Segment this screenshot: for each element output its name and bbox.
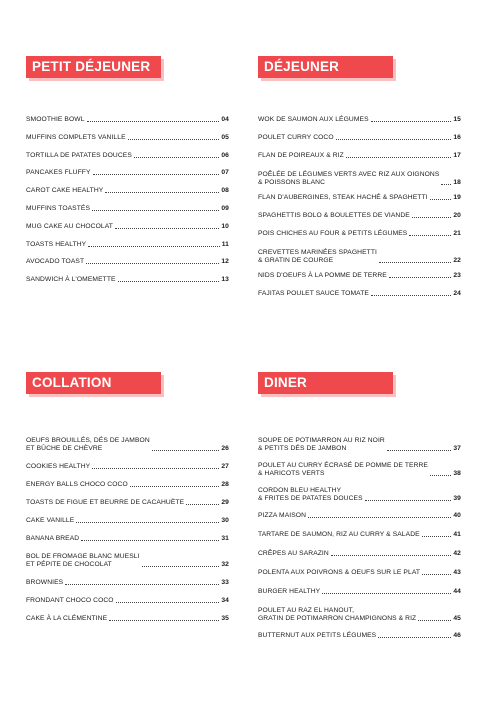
section-title: DINER	[258, 372, 393, 394]
toc-entry-page: 18	[453, 178, 461, 186]
toc-entry-title: NIDS D'OEUFS À LA POMME DE TERRE	[258, 272, 387, 279]
toc-entry-title: CAROT CAKE HEALTHY	[26, 187, 104, 195]
toc-entry-title: FLAN DE POIREAUX & RIZ	[258, 152, 344, 160]
section-diner	[258, 372, 461, 639]
toc-entry-title: SOUPE DE POTIMARRON AU RIZ NOIR & PETITS DÉS DE JAMBON	[258, 437, 385, 452]
toc-entry-page: 31	[221, 535, 229, 542]
toc-entry	[26, 223, 229, 231]
toc-entry	[26, 205, 229, 213]
toc-entry-title: SPAGHETTIS BOLO & BOULETTES DE VIANDE	[258, 212, 410, 220]
dot-leader	[379, 262, 451, 263]
toc-entry-page: 39	[453, 495, 461, 502]
dot-leader	[128, 139, 220, 140]
toc-entry-title: POULET CURRY COCO	[258, 134, 334, 142]
toc-entry-page: 43	[453, 569, 461, 576]
toc-entry-page: 11	[221, 240, 229, 248]
dot-leader	[412, 217, 452, 218]
toc-entry-title: MUFFINS TOASTÉS	[26, 205, 91, 212]
toc-entry-title: FLAN D'AUBERGINES, STEAK HACHÉ & SPAGHETTI	[258, 194, 428, 201]
dot-leader	[371, 295, 451, 296]
toc-entry-title: CRÊPES AU SARAZIN	[258, 550, 329, 557]
toc-entry-page: 07	[221, 169, 229, 177]
toc-entry	[258, 550, 461, 558]
toc-entry-page: 20	[453, 212, 461, 220]
dot-leader	[109, 620, 219, 621]
toc-entry	[26, 437, 229, 453]
toc-entry-page: 28	[221, 481, 229, 488]
toc-entry-title: CREVETTES MARINÉES SPAGHETTI & GRATIN DE COURGE	[258, 248, 377, 264]
dot-leader	[430, 199, 452, 200]
dot-leader	[86, 263, 219, 264]
toc-entry-title: SMOOTHIE BOWL	[26, 116, 85, 123]
section-dejeuner	[258, 56, 461, 298]
toc-entry-title: COOKIES HEALTHY	[26, 463, 91, 470]
toc-entry-title: TORTILLA DE PATATES DOUCES	[26, 151, 132, 159]
dot-leader	[81, 540, 219, 541]
toc-entry	[258, 290, 461, 298]
toc-entry-title: FRONDANT CHOCO COCO	[26, 597, 114, 604]
toc-entry-page: 21	[453, 230, 461, 238]
toc-entry-title: POIS CHICHES AU FOUR & PETITS LÉGUMES	[258, 230, 408, 238]
toc-entry-title: TARTARE DE SAUMON, RIZ AU CURRY & SALADE	[258, 531, 420, 538]
toc-entry	[26, 463, 229, 471]
toc-entry-title: ENERGY BALLS CHOCO COCO	[26, 481, 128, 488]
toc-entry-page: 16	[453, 134, 461, 142]
toc-entry-title: MUG CAKE AU CHOCOLAT	[26, 222, 113, 230]
dot-leader	[422, 536, 452, 537]
section-title: PETIT DÉJEUNER	[26, 56, 161, 78]
toc-entry	[26, 116, 229, 124]
toc-entry	[258, 171, 461, 187]
toc-entry-page: 06	[221, 151, 229, 159]
toc-entry-page: 12	[221, 258, 229, 266]
toc-entry-title: BANANA BREAD	[26, 535, 80, 542]
section-title: DÉJEUNER	[258, 56, 393, 78]
toc-entry	[258, 569, 461, 577]
toc-entry	[258, 632, 461, 640]
toc-entry	[26, 615, 229, 623]
toc-entry	[258, 607, 461, 623]
toc-entry-page: 33	[221, 579, 229, 586]
toc-entry-page: 13	[221, 276, 229, 284]
toc-entry	[26, 152, 229, 160]
toc-entry-page: 40	[453, 512, 461, 519]
toc-entry	[258, 588, 461, 596]
toc-entry-page: 42	[453, 550, 461, 557]
toc-entry-title: PIZZA MAISON	[258, 512, 307, 519]
section-collation	[26, 372, 229, 622]
toc-entry-title: TOASTS HEALTHY	[26, 240, 87, 248]
toc-entry	[26, 276, 229, 284]
toc-entry-page: 27	[221, 463, 229, 470]
dot-leader	[387, 450, 452, 451]
toc-entry-page: 32	[221, 561, 229, 568]
toc-entry-title: PANCAKES FLUFFY	[26, 169, 91, 177]
toc-entry	[26, 187, 229, 195]
toc-entry	[26, 499, 229, 507]
toc-entry-page: 38	[453, 470, 461, 477]
dot-leader	[152, 450, 220, 451]
toc-entry	[26, 579, 229, 587]
toc-entry-title: POULET AU CURRY ÉCRASÉ DE POMME DE TERRE & HARICOTS VERTS	[258, 462, 428, 477]
toc-entry-title: TOASTS DE FIGUE ET BEURRE DE CACAHUÈTE	[26, 499, 185, 506]
dot-leader	[130, 486, 220, 487]
toc-entry	[258, 531, 461, 539]
toc-entry-page: 37	[453, 445, 461, 452]
toc-entry-page: 46	[453, 632, 461, 639]
toc-entry	[258, 487, 461, 503]
dot-leader	[371, 121, 452, 122]
section-title: COLLATION	[26, 372, 161, 394]
dot-leader	[336, 139, 452, 140]
dot-leader	[93, 174, 220, 175]
toc-entry-page: 45	[453, 615, 461, 622]
toc-entry-page: 44	[453, 588, 461, 595]
dot-leader	[346, 157, 452, 158]
dot-leader	[142, 566, 220, 567]
toc-entry	[258, 512, 461, 520]
dot-leader	[378, 637, 451, 638]
toc-entry-title: POLENTA AUX POIVRONS & OEUFS SUR LE PLAT	[258, 569, 421, 576]
toc-entry-page: 26	[221, 445, 229, 452]
toc-entry	[26, 481, 229, 489]
toc-entry-title: FAJITAS POULET SAUCE TOMATE	[258, 290, 369, 298]
toc-entry-title: AVOCADO TOAST	[26, 258, 85, 266]
toc-entry-page: 10	[221, 222, 229, 230]
toc-entry-page: 35	[221, 615, 229, 622]
toc-entry-title: MUFFINS COMPLETS VANILLE	[26, 133, 126, 141]
toc-entry	[258, 272, 461, 280]
dot-leader	[331, 555, 452, 556]
toc-entry	[258, 230, 461, 238]
toc-entry-title: CAKE VANILLE	[26, 517, 75, 524]
dot-leader	[92, 210, 219, 211]
toc-entry-page: 15	[453, 116, 461, 123]
dot-leader	[409, 235, 451, 236]
toc-entry-page: 09	[221, 205, 229, 212]
toc-entry	[258, 437, 461, 453]
toc-entry	[258, 116, 461, 124]
toc-entry-page: 34	[221, 597, 229, 604]
toc-entry-title: BROWNIES	[26, 579, 64, 586]
toc-entry-page: 05	[221, 133, 229, 141]
toc-entry	[26, 553, 229, 569]
toc-entry-page: 29	[221, 499, 229, 506]
toc-entry	[258, 212, 461, 220]
toc-entry-page: 23	[453, 272, 461, 279]
toc-entry-title: BOL DE FROMAGE BLANC MUESLI ET PÉPITE DE CHOCOLAT	[26, 553, 140, 568]
dot-leader	[134, 157, 219, 158]
dot-leader	[441, 184, 451, 185]
toc-entry-page: 08	[221, 187, 229, 195]
dot-leader	[322, 593, 451, 594]
toc-entry	[26, 535, 229, 543]
toc-entry-page: 41	[453, 531, 461, 538]
toc-entry	[26, 134, 229, 142]
dot-leader	[92, 468, 219, 469]
toc-entry-title: CORDON BLEU HEALTHY & FRITES DE PATATES DOUCES	[258, 487, 363, 502]
toc-entry-page: 30	[221, 517, 229, 524]
toc-entry-title: OEUFS BROUILLÉS, DÉS DE JAMBON ET BÛCHE DE CHÈVRE	[26, 437, 150, 452]
dot-leader	[430, 475, 451, 476]
toc-entry	[258, 134, 461, 142]
toc-entry	[26, 597, 229, 605]
toc-entry-title: WOK DE SAUMON AUX LÉGUMES	[258, 116, 369, 123]
toc-entry-title: POULET AU RAZ EL HANOUT, GRATIN DE POTIMARRON CHAMPIGNONS & RIZ	[258, 607, 417, 622]
dot-leader	[65, 584, 219, 585]
dot-leader	[389, 277, 452, 278]
toc-entry-page: 22	[453, 256, 461, 264]
section-petit-dejeuner	[26, 56, 229, 284]
dot-leader	[116, 602, 220, 603]
dot-leader	[105, 192, 219, 193]
dot-leader	[88, 246, 219, 247]
dot-leader	[115, 228, 219, 229]
toc-entry-page: 17	[453, 152, 461, 160]
dot-leader	[422, 574, 451, 575]
toc-entry-title: BUTTERNUT AUX PETITS LÉGUMES	[258, 632, 377, 639]
dot-leader	[365, 500, 452, 501]
dot-leader	[76, 522, 219, 523]
toc-entry	[258, 462, 461, 478]
toc-entry-title: SANDWICH À L'OMEMETTE	[26, 276, 116, 284]
toc-entry-page: 19	[453, 194, 461, 201]
toc-entry	[26, 258, 229, 266]
toc-entry-title: POÊLÉE DE LÉGUMES VERTS AVEC RIZ AUX OIGNONS & POISSONS BLANC	[258, 170, 440, 186]
toc-entry	[258, 194, 461, 202]
toc-entry-page: 04	[221, 116, 229, 123]
dot-leader	[186, 504, 219, 505]
toc-entry-page: 24	[453, 290, 461, 298]
dot-leader	[118, 281, 220, 282]
toc-entry-title: BURGER HEALTHY	[258, 588, 321, 595]
toc-entry	[258, 152, 461, 160]
dot-leader	[87, 121, 220, 122]
dot-leader	[308, 517, 451, 518]
toc-entry	[258, 249, 461, 265]
dot-leader	[418, 620, 451, 621]
toc-entry-title: CAKE À LA CLÉMENTINE	[26, 615, 108, 622]
toc-entry	[26, 517, 229, 525]
toc-entry	[26, 169, 229, 177]
toc-entry	[26, 241, 229, 249]
